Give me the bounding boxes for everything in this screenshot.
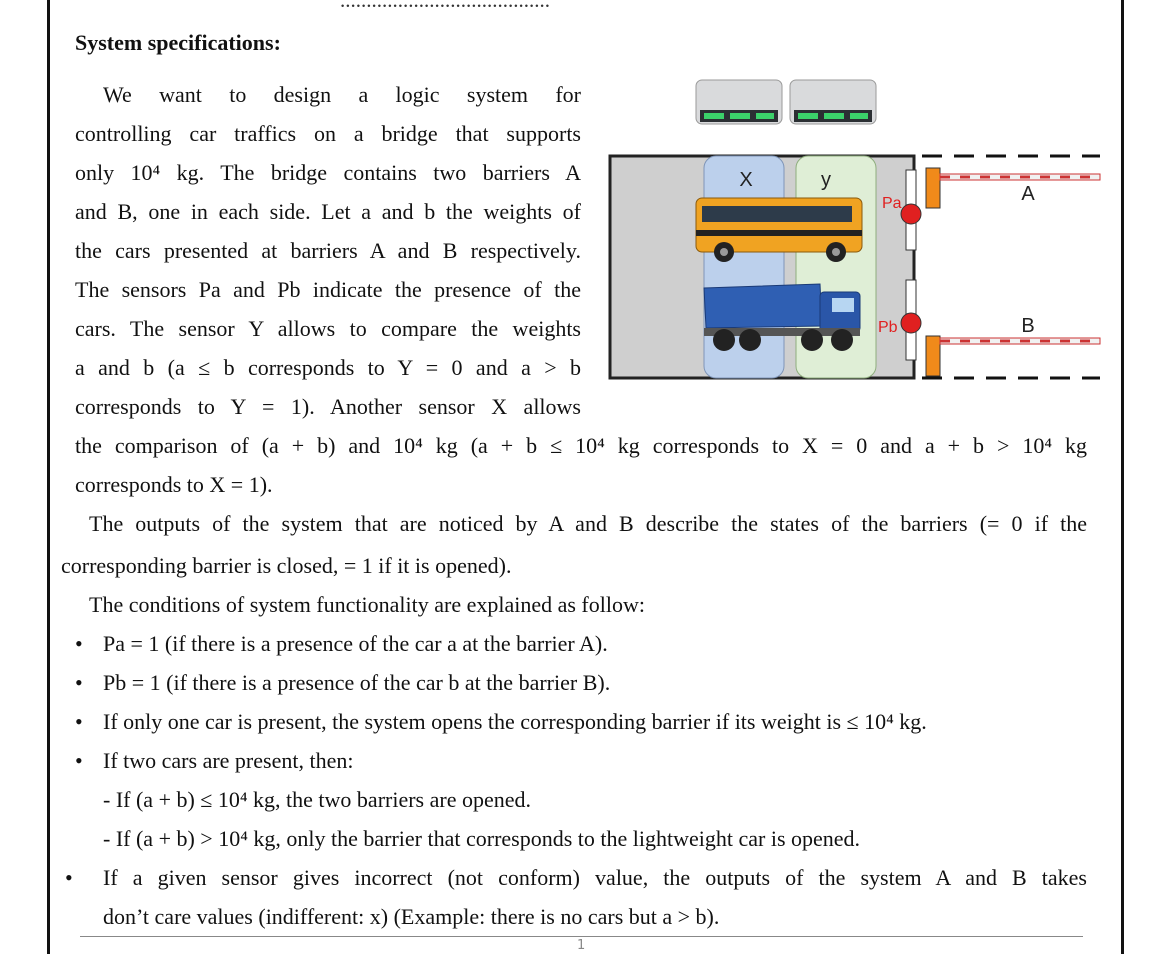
footer-rule (80, 936, 1083, 937)
para3: The conditions of system functionality are explained as follow: (89, 592, 645, 617)
sensor-pb-label: Pb (878, 319, 898, 336)
bullet-item: • If two cars are present, then: (75, 748, 354, 773)
lane-x-label: X (739, 169, 753, 191)
para1-line-10: the comparison of (a + b) and 10⁴ kg (a + b ≤ 10⁴ kg corresponds to X = 0 and a + b > 10⁴ kg (75, 433, 1087, 458)
bullet-dot-icon: • (75, 709, 83, 734)
para1-line-7: cars. The sensor Y allows to compare the weights (75, 316, 581, 341)
bullet-item: • Pb = 1 (if there is a presence of the car b at the barrier B). (75, 670, 611, 695)
scale-icon (696, 80, 782, 124)
para1-line-2: controlling car traffics on a bridge that supports (75, 121, 581, 146)
page-number: 1 (577, 938, 586, 953)
bullet-item: • Pa = 1 (if there is a presence of the car a at the barrier A). (75, 631, 608, 656)
para2-line-2: corresponding barrier is closed, = 1 if it is opened). (61, 553, 512, 578)
bullet-dot-icon: • (75, 670, 83, 695)
bullet-item: • If only one car is present, the system opens the corresponding barrier if its weight is ≤ 10⁴ kg. (75, 709, 927, 734)
sensor-pa-label: Pa (882, 195, 902, 212)
bus-icon (696, 198, 862, 262)
bullet-dot-icon: • (65, 865, 73, 890)
bridge-diagram (600, 70, 1110, 390)
section-heading: System specifications: (75, 30, 281, 55)
para1-line-6: The sensors Pa and Pb indicate the presence of the (75, 277, 581, 302)
para2-line-1: The outputs of the system that are noticed by A and B describe the states of the barriers (= 0 if the (89, 511, 1087, 536)
barrier-b-label: B (1021, 315, 1035, 337)
page-frame-left (47, 0, 50, 954)
para1-line-4: and B, one in each side. Let a and b the weights of (75, 199, 581, 224)
barrier-a (922, 156, 1100, 208)
page-frame-right (1121, 0, 1124, 954)
para1-line-1: We want to design a logic system for (103, 82, 581, 107)
para1-line-11: corresponds to X = 1). (75, 472, 273, 497)
barrier-b (922, 336, 1100, 378)
scale-icon (790, 80, 876, 124)
bullet-dot-icon: • (75, 631, 83, 656)
lane-y-label: y (821, 169, 831, 191)
para1-line-3: only 10⁴ kg. The bridge contains two barriers A (75, 160, 581, 185)
para1-line-5: the cars presented at barriers A and B respectively. (75, 238, 581, 263)
para1-line-9: corresponds to Y = 1). Another sensor X allows (75, 394, 581, 419)
sub-item: - If (a + b) > 10⁴ kg, only the barrier that corresponds to the lightweight car is opened. (103, 826, 861, 851)
last-bullet-line-2: don’t care values (indifferent: x) (Example: there is no cars but a > b). (103, 904, 720, 929)
cut-off-top-text: ........................................ (340, 0, 550, 12)
para1-line-8: a and b (a ≤ b corresponds to Y = 0 and a > b (75, 355, 581, 380)
barrier-a-label: A (1021, 183, 1035, 205)
bullet-item: • If a given sensor gives incorrect (not conform) value, the outputs of the system A and B takes (65, 865, 1087, 890)
sub-item: - If (a + b) ≤ 10⁴ kg, the two barriers are opened. (103, 787, 531, 812)
bullet-dot-icon: • (75, 748, 83, 773)
